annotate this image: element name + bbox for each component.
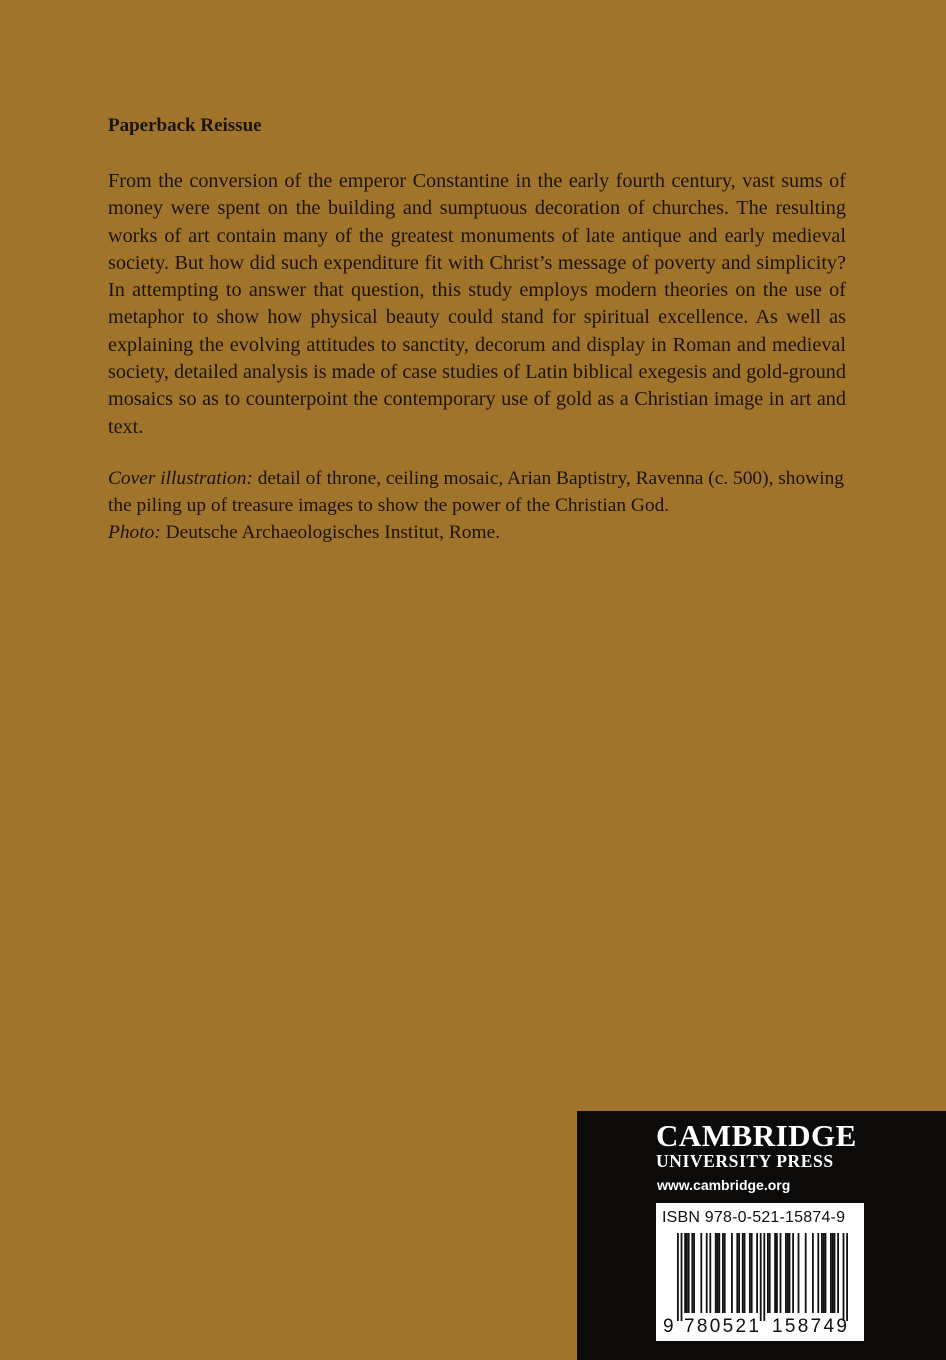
- barcode-bar: [846, 1233, 848, 1321]
- barcode-bar: [825, 1233, 827, 1313]
- barcode-bar: [684, 1233, 686, 1313]
- barcode-bar: [763, 1233, 765, 1321]
- barcode-bar: [805, 1233, 807, 1313]
- barcode-bar: [792, 1233, 794, 1313]
- barcode-bar: [715, 1233, 717, 1313]
- barcode-bar: [774, 1233, 776, 1313]
- barcode-bar: [731, 1233, 733, 1313]
- barcode-bar: [780, 1233, 782, 1313]
- barcode-bar: [706, 1233, 708, 1313]
- isbn-label: ISBN 978-0-521-15874-9: [662, 1209, 846, 1226]
- barcode-bar: [834, 1233, 836, 1313]
- barcode-bar: [744, 1233, 746, 1313]
- cover-illustration-label: Cover illustration:: [108, 467, 253, 489]
- photo-credit-label: Photo:: [108, 521, 161, 543]
- barcode-bar: [798, 1233, 800, 1313]
- reissue-heading: Paperback Reissue: [108, 115, 262, 136]
- barcode-bar: [751, 1233, 753, 1313]
- barcode-bar: [789, 1233, 791, 1313]
- cover-illustration-text: detail of throne, ceiling mosaic, Arian Baptistry, Ravenna (c. 500), showing the piling up of treasure images to show the power of the Christian God.: [108, 467, 844, 516]
- barcode-digits-right: 158749: [772, 1316, 850, 1335]
- barcode-bar: [767, 1233, 769, 1313]
- barcode-bar: [837, 1233, 839, 1313]
- barcode-bar: [832, 1233, 834, 1313]
- barcode-bar: [688, 1233, 690, 1313]
- barcode-bar: [776, 1233, 778, 1313]
- barcode-bar: [686, 1233, 688, 1313]
- back-cover-text: [108, 112, 846, 546]
- barcode-bar: [724, 1233, 726, 1313]
- barcode-bar: [787, 1233, 789, 1313]
- barcode-bar: [760, 1233, 762, 1321]
- barcode-bar: [709, 1233, 711, 1313]
- barcode-bar: [785, 1233, 787, 1313]
- barcode-bar: [693, 1233, 695, 1313]
- publisher-subtitle: UNIVERSITY PRESS: [656, 1151, 834, 1171]
- barcode-bar: [718, 1233, 720, 1313]
- barcode-bar: [717, 1233, 719, 1313]
- book-description: From the conversion of the emperor Constantine in the early fourth century, vast sums of money were spent on the building and sumptuous decoration of churches. The resulting works of art contain many of the greatest monuments of late antique and early medieval society. But how did such expenditure fit with Christ’s message of poverty and simplicity? In attempting to answer that question, this study employs modern theories on the use of metaphor to show how physical beauty could stand for spiritual excellence. As well as explaining the evolving attitudes to sanctity, decorum and display in Roman and medieval society, detailed analysis is made of case studies of Latin biblical exegesis and gold-ground mosaics so as to counterpoint the contemporary use of gold as a Christian image in art and text.: [108, 170, 846, 438]
- barcode-bar: [738, 1233, 740, 1313]
- barcode-bar: [769, 1233, 771, 1313]
- barcode-bar: [812, 1233, 814, 1313]
- photo-credit-text: Deutsche Archaeologisches Institut, Rome.: [160, 521, 501, 543]
- barcode-bar: [756, 1233, 758, 1313]
- barcode-bar: [700, 1233, 702, 1313]
- cover-illustration-credit: [108, 465, 846, 519]
- barcode-digit-first: 9: [663, 1316, 674, 1335]
- barcode-bar: [742, 1233, 744, 1313]
- publisher-url: www.cambridge.org: [657, 1177, 791, 1193]
- isbn-barcode-box: [656, 1203, 864, 1341]
- barcode-digits-left: 780521: [684, 1316, 762, 1335]
- barcode-bar: [722, 1233, 724, 1313]
- barcode-bar: [677, 1233, 679, 1321]
- barcode-bar: [749, 1233, 751, 1313]
- barcode-bar: [823, 1233, 825, 1313]
- publisher-block: [577, 1111, 946, 1360]
- barcode-bar: [843, 1233, 845, 1321]
- barcode-bar: [817, 1233, 819, 1313]
- barcode-bar: [681, 1233, 683, 1321]
- photo-credit: [108, 519, 846, 546]
- barcode-bar: [821, 1233, 823, 1313]
- barcode-bar: [830, 1233, 832, 1313]
- barcode-bar: [691, 1233, 693, 1313]
- barcode: [662, 1233, 858, 1335]
- barcode-bar: [736, 1233, 738, 1313]
- publisher-name: CAMBRIDGE: [656, 1118, 857, 1153]
